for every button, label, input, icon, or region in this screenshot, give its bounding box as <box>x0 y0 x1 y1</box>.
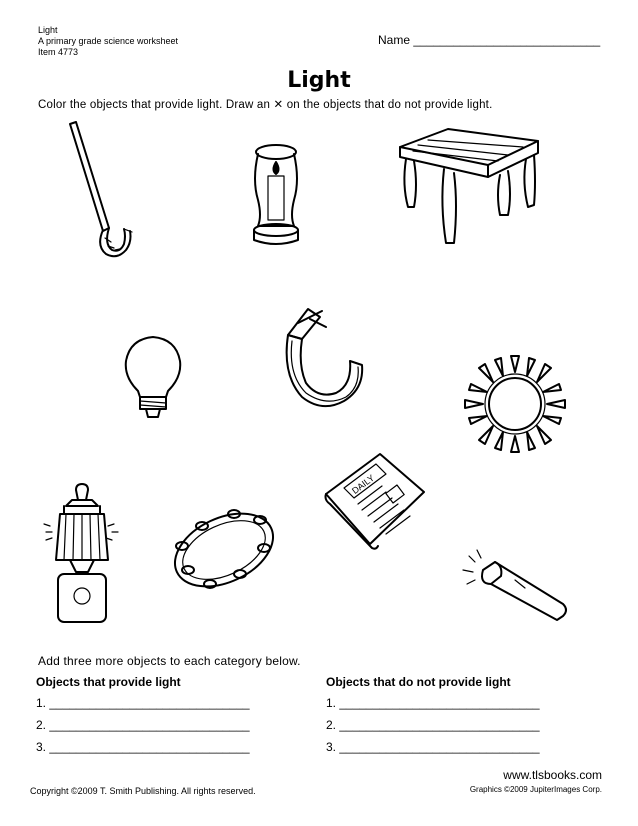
tambourine-icon[interactable] <box>168 500 283 595</box>
not-provide-light-line-3[interactable]: 3. ______________________________ <box>326 740 540 754</box>
sun-icon[interactable] <box>455 352 575 457</box>
straw-icon[interactable] <box>62 118 152 263</box>
not-provide-light-heading: Objects that do not provide light <box>326 675 511 689</box>
light-bulb-icon[interactable] <box>118 333 188 423</box>
page-title: Light <box>287 68 351 93</box>
flashlight-icon[interactable] <box>455 548 575 628</box>
table-icon[interactable] <box>388 125 548 250</box>
provide-light-heading: Objects that provide light <box>36 675 181 689</box>
camping-lantern-icon[interactable] <box>40 484 120 629</box>
not-provide-light-line-1[interactable]: 1. ______________________________ <box>326 696 540 710</box>
copyright: Copyright ©2009 T. Smith Publishing. All rights reserved. <box>30 786 256 796</box>
provide-light-line-2[interactable]: 2. ______________________________ <box>36 718 250 732</box>
provide-light-column <box>36 675 250 754</box>
header-info <box>38 25 178 58</box>
instructions: Color the objects that provide light. Draw an ✕ on the objects that do not provide light. <box>38 99 493 111</box>
worksheet-topic: Light <box>38 25 58 35</box>
newspaper-icon[interactable] <box>322 448 427 553</box>
provide-light-line-1[interactable]: 1. ______________________________ <box>36 696 250 710</box>
horseshoe-magnet-icon[interactable] <box>280 305 370 415</box>
svg-text:DAILY: DAILY <box>350 472 377 497</box>
graphics-credit: Graphics ©2009 JupiterImages Corp. <box>469 785 602 794</box>
activity-prompt: Add three more objects to each category below. <box>38 654 301 668</box>
item-number: Item 4773 <box>38 47 79 57</box>
not-provide-light-line-2[interactable]: 2. ______________________________ <box>326 718 540 732</box>
candle-lantern-icon[interactable] <box>244 140 309 250</box>
provide-light-line-3[interactable]: 3. ______________________________ <box>36 740 250 754</box>
worksheet-description: A primary grade science worksheet <box>38 36 179 46</box>
not-provide-light-column <box>326 675 540 754</box>
name-field[interactable]: Name ____________________________ <box>378 33 601 47</box>
website-link[interactable]: www.tlsbooks.com <box>503 768 602 782</box>
